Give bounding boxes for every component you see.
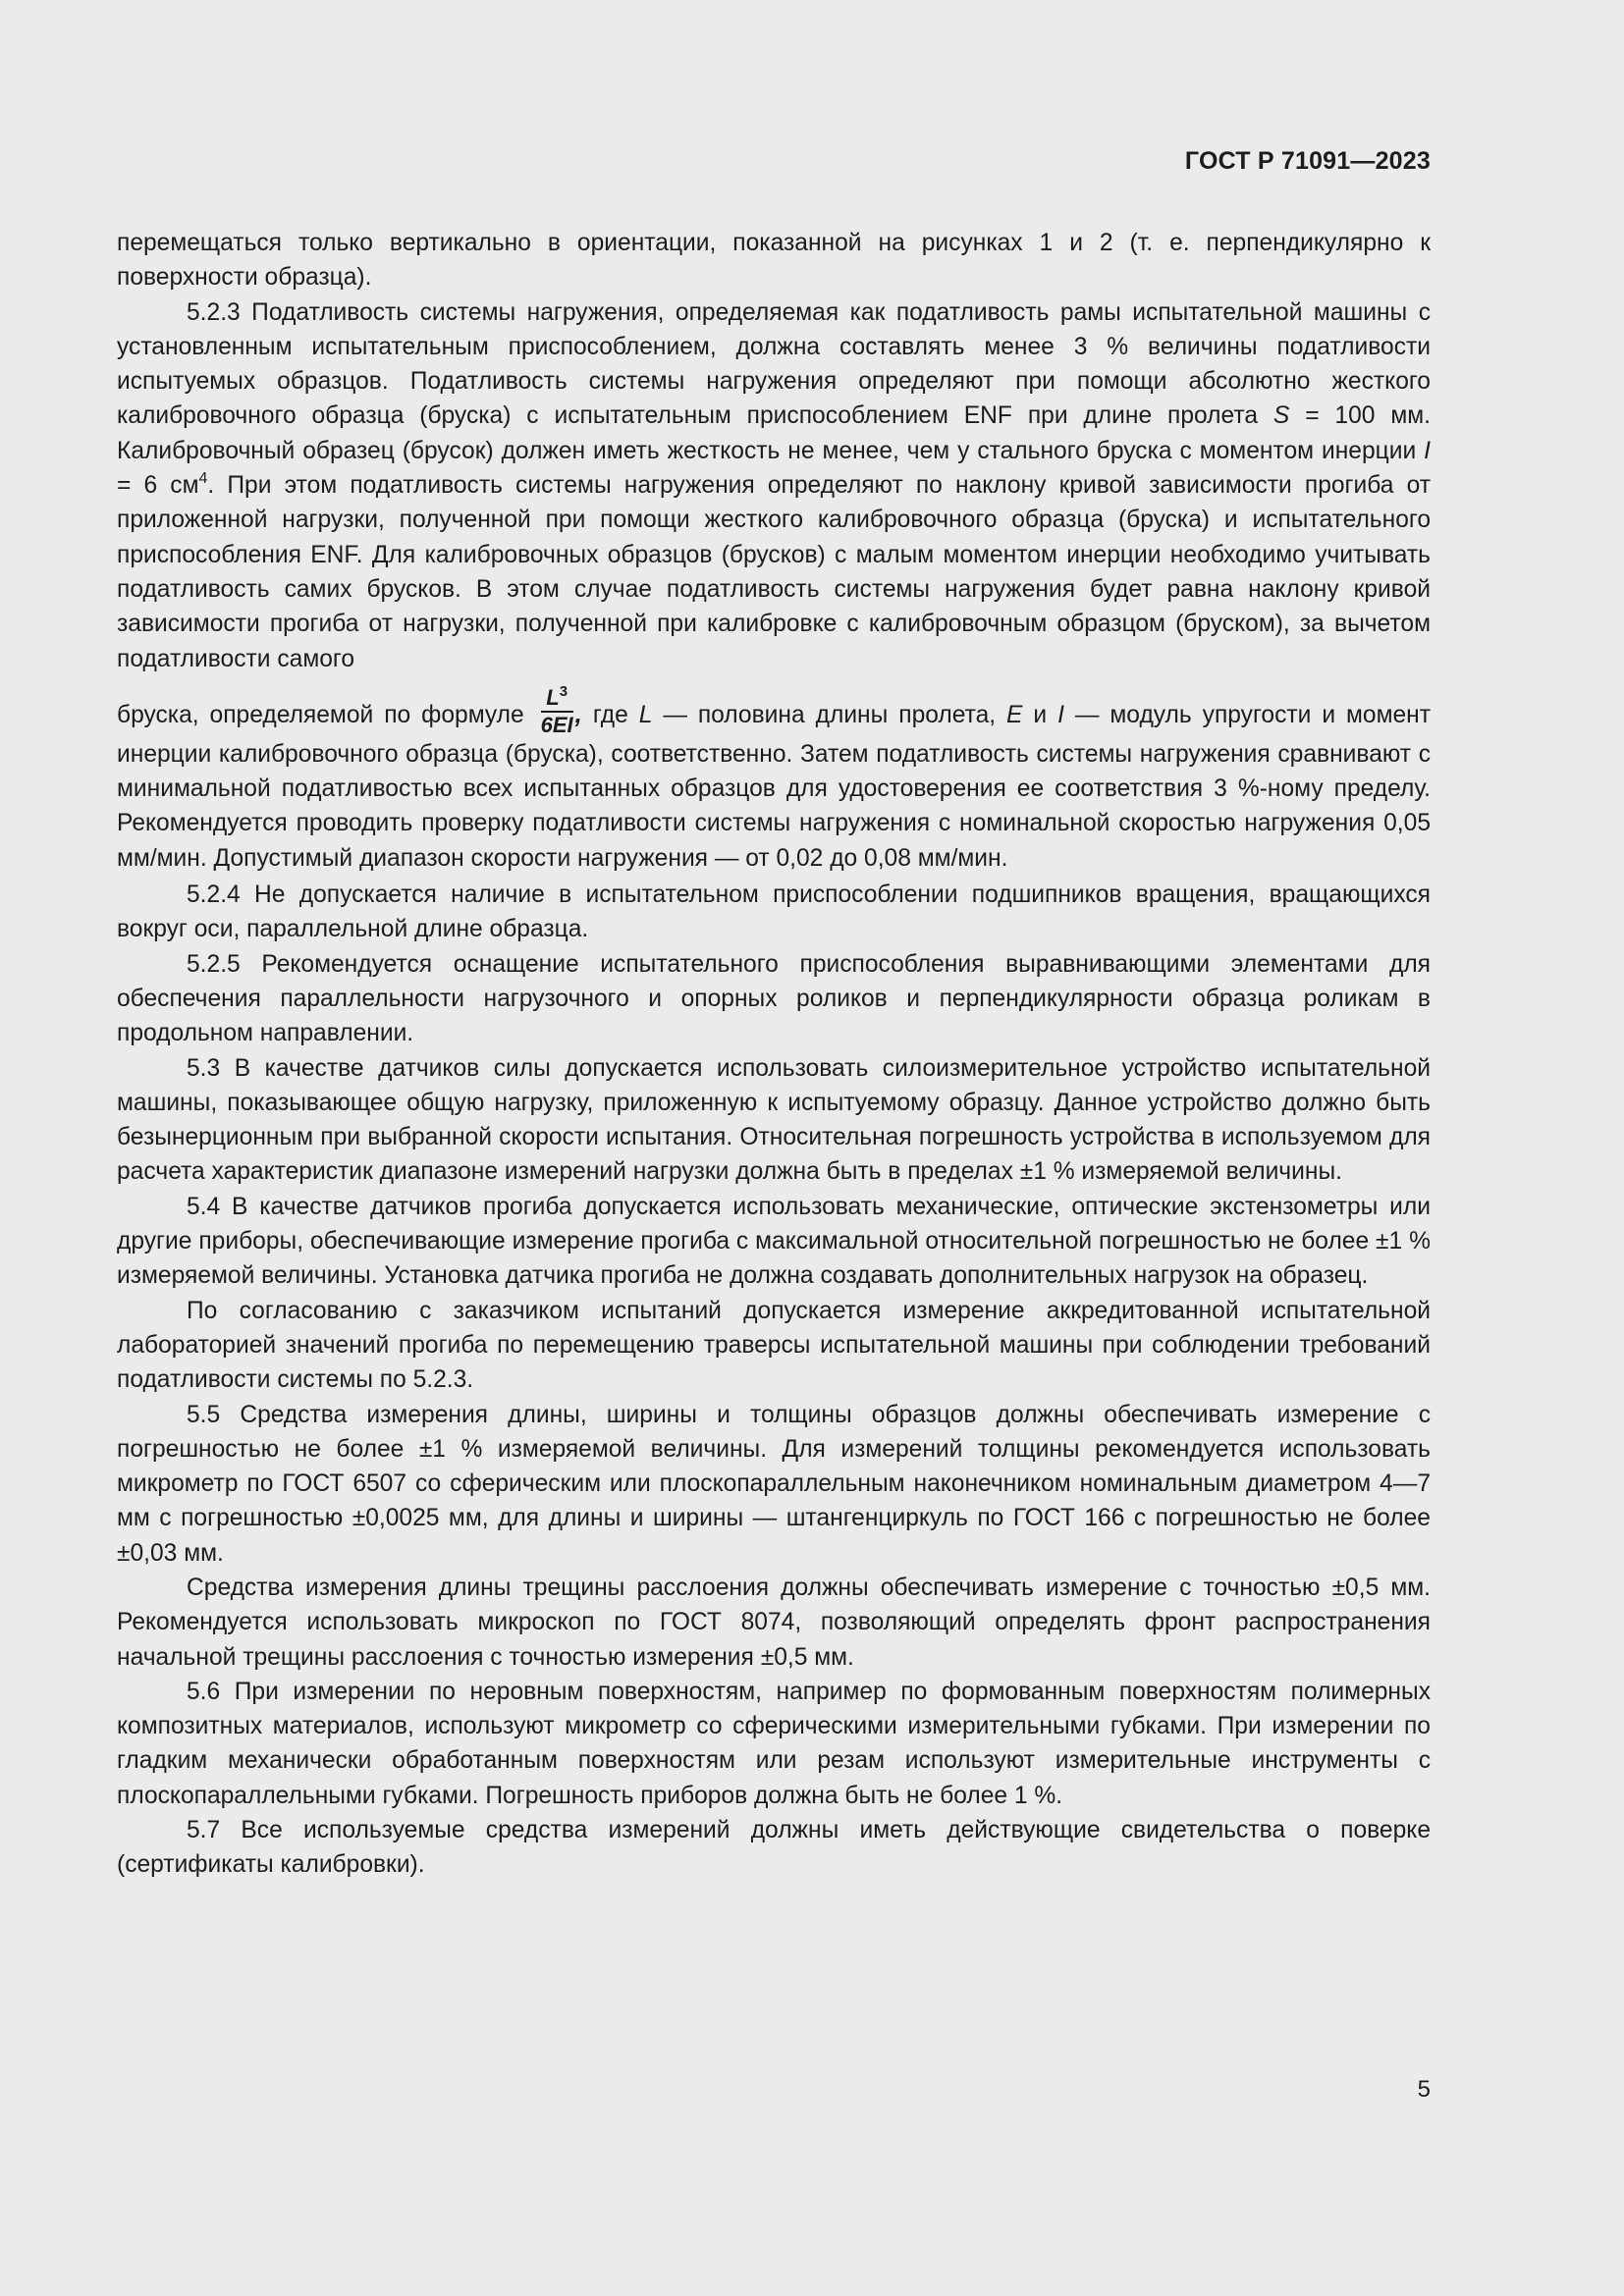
paragraph-5-7: 5.7 Все используемые средства измерений должны иметь действующие свидетельства о поверке (сертификаты калибровки). — [117, 1817, 1431, 1879]
paragraph-5-3: 5.3 В качестве датчиков силы допускается использовать силоизмерительное устройство испытательной машины, показывающее общую нагрузку, приложенную к испытуемому образцу. Данное устройство должно быть безынерционным при выбранной скорости испытания. Относительная погрешность устройства в используемом для расчета характеристик диапазоне измерений нагрузки должна быть в пределах ±1 % измеряемой величины. — [117, 1054, 1431, 1186]
text-run: и — [1022, 701, 1058, 728]
formula-num-exp: 3 — [559, 682, 568, 700]
paragraph-5-2-3 — [117, 295, 1431, 676]
paragraph-5-5: 5.5 Средства измерения длины, ширины и толщины образцов должны обеспечивать измерение с погрешностью не более ±1 % измеряемой величины. Для измерений толщины рекомендуется использовать микрометр по ГОСТ 6507 со сферическим или плоскопараллельным наконечником номинальным диаметром 4—7 мм с погрешностью ±0,0025 мм, для длины и ширины — штангенциркуль по ГОСТ 166 с погрешностью не более ±0,03 мм. — [117, 1401, 1431, 1567]
text-run: где — [581, 701, 639, 728]
text-run: . При этом податливость системы нагружения определяют по наклону кривой зависимости прогиба от приложенной нагрузки, полученной при помощи жесткого калибровочного образца (бруска) и испытательного приспособления ENF. Для калибровочных образцов (брусков) с малым моментом инерции необходимо учитывать податливость самих брусков. В этом случае податливость системы нагружения будет равна наклону кривой зависимости прогиба от нагрузки, полученной при калибровке с калибровочным образцом (бруском), за вычетом податливости самого — [117, 472, 1431, 672]
paragraph-5-5-crack: Средства измерения длины трещины расслоения должны обеспечивать измерение с точностью ±0,5 мм. Рекомендуется использовать микроскоп по ГОСТ 8074, позволяющий определять фронт распространения начальной трещины расслоения с точностью измерения ±0,5 мм. — [117, 1574, 1431, 1671]
formula-numerator — [541, 682, 573, 713]
formula-num-base: L — [546, 684, 560, 710]
paragraph-5-2-4: 5.2.4 Не допускается наличие в испытательном приспособлении подшипников вращения, вращающихся вокруг оси, параллельной длине образца. — [117, 881, 1431, 943]
formula-comma: , — [574, 698, 582, 728]
paragraph-5-2-5: 5.2.5 Рекомендуется оснащение испытательного приспособления выравнивающими элементами для обеспечения параллельности нагрузочного и опорных роликов и перпендикулярности образца роликам в продольном направлении. — [117, 950, 1431, 1047]
var-s: S — [1272, 402, 1290, 430]
exponent: 4 — [198, 470, 208, 488]
document-body — [117, 226, 1431, 1883]
paragraph-5-4-agreement: По согласованию с заказчиком испытаний допускается измерение аккредитованной испытательной лабораторией значений прогиба по перемещению траверсы испытательной машины при соблюдении требований податливости системы по 5.2.3. — [117, 1297, 1431, 1394]
paragraph-5-4: 5.4 В качестве датчиков прогиба допускается использовать механические, оптические экстензометры или другие приборы, обеспечивающие измерение прогиба с максимальной относительной погрешностью не более ±1 % измеряемой величины. Установка датчика прогиба не должна создавать дополнительных нагрузок на образец. — [117, 1193, 1431, 1290]
text-run: = 6 см — [117, 472, 199, 500]
document-header-id: ГОСТ Р 71091—2023 — [1184, 147, 1431, 175]
formula-denominator: 6EI — [540, 712, 573, 737]
text-run: 5.2.3 Податливость системы нагружения, определяемая как податливость рамы испытательной машины с установленным испытательным приспособлением, должна составлять менее 3 % величины податливости испытуемых образцов. Податливость системы нагружения определяют при помощи абсолютно жесткого калибровочного образца (бруска) с испытательным приспособлением ENF при длине пролета — [117, 298, 1431, 430]
text-run: = 100 мм. Калибровочный образец (брусок) должен иметь жесткость не менее, чем у стального бруска с моментом инерции — [117, 402, 1431, 464]
var-e: E — [1006, 701, 1023, 728]
var-i: I — [1057, 701, 1064, 728]
text-run: — модуль упругости и момент инерции калибровочного образца (бруска), соответственно. Затем податливость системы нагружения сравнивают с минимальной податливостью всех испытанных образцов для удостоверения ее соответствия 3 %-ному пределу. Рекомендуется проводить проверку податливости системы нагружения с номинальной скоростью нагружения 0,05 мм/мин. Допустимый диапазон скорости нагружения — от 0,02 до 0,08 мм/мин. — [117, 701, 1432, 872]
text-run: бруска, определяемой по формуле — [117, 701, 535, 728]
var-l: L — [638, 701, 653, 728]
text-run: — половина длины пролета, — [652, 701, 1007, 728]
paragraph-5-2-3-formula — [117, 682, 1432, 876]
paragraph-continuation: перемещаться только вертикально в ориентации, показанной на рисунках 1 и 2 (т. е. перпендикулярно к поверхности образца). — [117, 230, 1431, 292]
var-i: I — [1424, 437, 1431, 464]
page-number: 5 — [1417, 2076, 1431, 2103]
paragraph-5-6: 5.6 При измерении по неровным поверхностям, например по формованным поверхностям полимерных композитных материалов, используют микрометр со сферическими измерительными губками. При измерении по гладким механически обработанным поверхностям или резам используют измерительные инструменты с плоскопараллельными губками. Погрешность приборов должна быть не более 1 %. — [117, 1678, 1431, 1809]
compliance-formula — [540, 682, 573, 737]
